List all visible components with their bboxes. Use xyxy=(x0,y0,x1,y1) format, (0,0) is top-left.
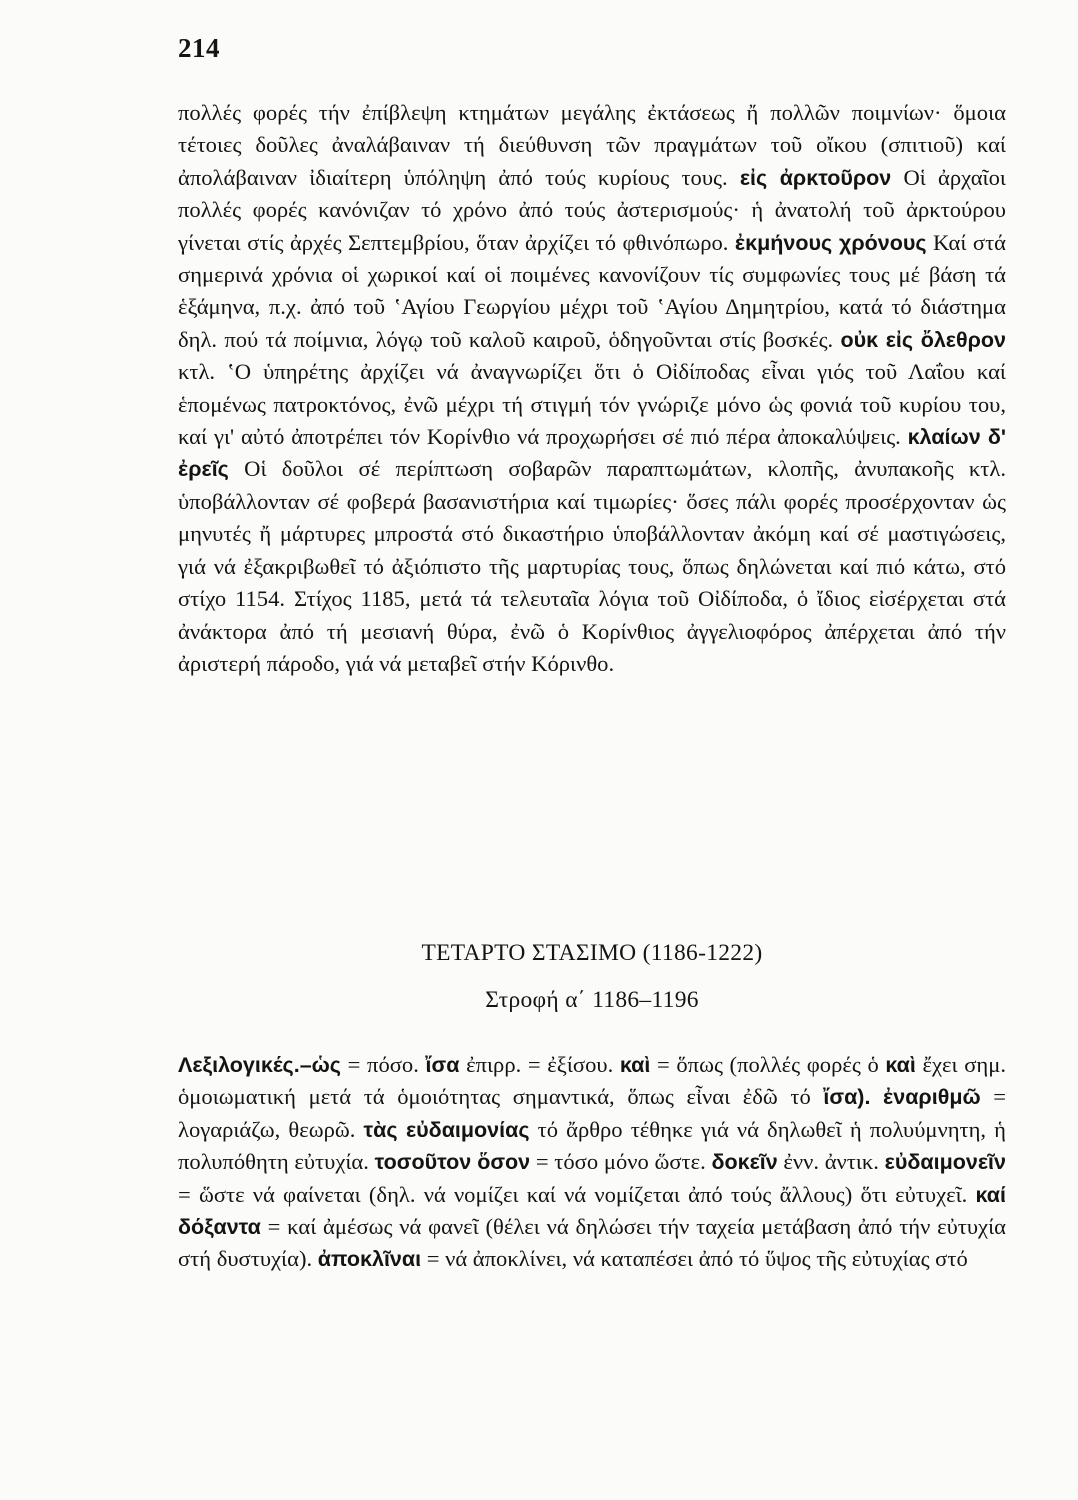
commentary-text: κτλ. ʽΟ ὑπηρέτης ἀρχίζει νά ἀναγνωρίζει ὅτι ὁ Οἰδίποδας εἶναι γιός τοῦ Λαΐου καί ἑπομένως πατροκτόνος, ἐνῶ μέχρι τή στιγμή τόν γνώριζε μόνο ὡς φονιά τοῦ κυρίου του, καί γι' αὐτό ἀποτρέπει τόν Κορίνθιο νά προχωρήσει σέ πιό πέρα ἀποκαλύψεις. xyxy=(178,359,1006,450)
lexical-text: ἐνν. ἀντικ. xyxy=(777,1149,885,1175)
lemma-tosouton-oson: τοσοῦτον ὅσον xyxy=(374,1150,531,1175)
lexical-text: = πόσο. xyxy=(341,1052,426,1077)
lexical-text: = λογαριάζω, θεωρῶ. xyxy=(178,1084,1006,1142)
commentary-text: Οἱ ἀρχαῖοι πολλές φορές κανόνιζαν τό χρόνο ἀπό τούς ἀστερισμούς· ἡ ἀνατολή τοῦ ἀρκτούρου γίνεται στίς ἀρχές Σεπτεμβρίου, ὅταν ἀρχίζει τό φθινόπωρο. xyxy=(178,164,1006,255)
lexical-text: = ὅπως (πολλές φορές ὁ xyxy=(650,1052,886,1077)
section-subheading: Στροφή α΄ 1186–1196 xyxy=(485,987,699,1013)
lemma-enarithmo: ἐναριθμῶ xyxy=(883,1085,981,1110)
lexical-text: = ὥστε νά φαίνεται (δηλ. νά νομίζει καί νά νομίζεται ἀπό τούς ἄλλους) ὅτι εὐτυχεῖ. xyxy=(178,1181,976,1207)
lemma-ouk-eis-olethron: οὐκ εἰς ὄλεθρον xyxy=(840,327,1007,352)
lemma-klaion-d-ereis: κλαίων δ' ἐρεῖς xyxy=(178,425,1006,482)
lexical-notes-paragraph xyxy=(178,1049,1006,1276)
lexical-text: = καί ἀμέσως νά φανεῖ (θέλει νά δηλώσει τήν ταχεία μετάβαση ἀπό τήν εὐτυχία στή δυστυχία). xyxy=(178,1214,1006,1272)
lemma-kai: καὶ xyxy=(885,1053,916,1077)
lexical-text: ἐπιρρ. = ἐξίσου. xyxy=(459,1052,620,1077)
lexical-label: Λεξιλογικές.–ὡς xyxy=(178,1053,341,1077)
lemma-isa: ἴσα xyxy=(425,1053,460,1077)
lemma-eudaimonein: εὐδαιμονεῖν xyxy=(884,1150,1006,1175)
lemma-tas-eudaimonias: τὰς εὐδαιμονίας xyxy=(363,1117,530,1142)
page-number: 214 xyxy=(178,33,220,63)
lemma-ekmenous-chronous: ἐκμήνους χρόνους xyxy=(734,230,927,255)
lexical-text xyxy=(870,1084,883,1109)
lemma-kai: καὶ xyxy=(619,1053,651,1077)
lemma-eis-arktouron: εἰς ἀρκτοῦρον xyxy=(739,165,892,190)
commentary-paragraph xyxy=(178,97,1006,680)
commentary-text: Οἱ δοῦλοι σέ περίπτωση σοβαρῶν παραπτωμάτων, κλοπῆς, ἀνυπακοῆς κτλ. ὑποβάλλονταν σέ φοβερά βασανιστήρια καί τιμωρίες· ὅσες πάλι φορές προσέρχονταν ὡς μηνυτές ἤ μάρτυρες μπροστά στό δικαστήριο ὑποβάλλονταν ἀκόμη καί σέ μαστιγώσεις, γιά νά ἐξακριβωθεῖ τό ἀξιόπιστο τῆς μαρτυρίας τους, ὅπως δηλώνεται καί πιό κάτω, στό στίχο 1154. Στίχος 1185, μετά τά τελευταῖα λόγια τοῦ Οἰδίποδα, ὁ ἴδιος εἰσέρχεται στά ἀνάκτορα ἀπό τή μεσιανή θύρα, ἐνῶ ὁ Κορίνθιος ἀγγελιοφόρος ἀπέρχεται ἀπό τήν ἀριστερή πάροδο, γιά νά μεταβεῖ στήν Κόρινθο. xyxy=(178,456,1006,676)
lemma-dokein: δοκεῖν xyxy=(711,1150,778,1175)
lexical-text: = τόσο μόνο ὥστε. xyxy=(530,1149,712,1175)
lemma-kai-doxanta: καί δόξαντα xyxy=(178,1182,1006,1240)
lexical-text: τό ἄρθρο τέθηκε γιά νά δηλωθεῖ ἡ πολυύμνητη, ἡ πολυπόθητη εὐτυχία. xyxy=(178,1116,1006,1175)
lexical-text: = νά ἀποκλίνει, νά καταπέσει ἀπό τό ὕψος τῆς εὐτυχίας στό xyxy=(421,1246,968,1272)
commentary-text: πολλές φορές τήν ἐπίβλεψη κτημάτων μεγάλης ἐκτάσεως ἤ πολλῶν ποιμνίων· ὅμοια τέτοιες δοῦλες ἀναλάβαιναν τή διεύθυνση τῶν πραγμάτων τοῦ οἴκου (σπιτιοῦ) καί ἀπολάβαιναν ἰδιαίτερη ὑπόληψη ἀπό τούς κυρίους τους. xyxy=(178,100,1006,190)
lemma-apoklinai: ἀποκλῖναι xyxy=(317,1247,422,1272)
section-heading: ΤΕΤΑΡΤΟ ΣΤΑΣΙΜΟ (1186-1222) xyxy=(421,940,763,966)
lexical-text: ἔχει σημ. ὁμοιωματική μετά τά ὁμοιότητας σημαντικά, ὅπως εἶναι ἐδῶ τό xyxy=(178,1052,1006,1110)
commentary-text: Καί στά σημερινά χρόνια οἱ χωρικοί καί οἱ ποιμένες κανονίζουν τίς συμφωνίες τους μέ βάση τά ἑξάμηνα, π.χ. ἀπό τοῦ ʽΑγίου Γεωργίου μέχρι τοῦ ʽΑγίου Δημητρίου, κατά τό διάστημα δηλ. πού τά ποίμνια, λόγῳ τοῦ καλοῦ καιροῦ, ὁδηγοῦνται στίς βοσκές. xyxy=(178,229,1006,352)
lemma-isa: ἴσα). xyxy=(823,1085,871,1110)
